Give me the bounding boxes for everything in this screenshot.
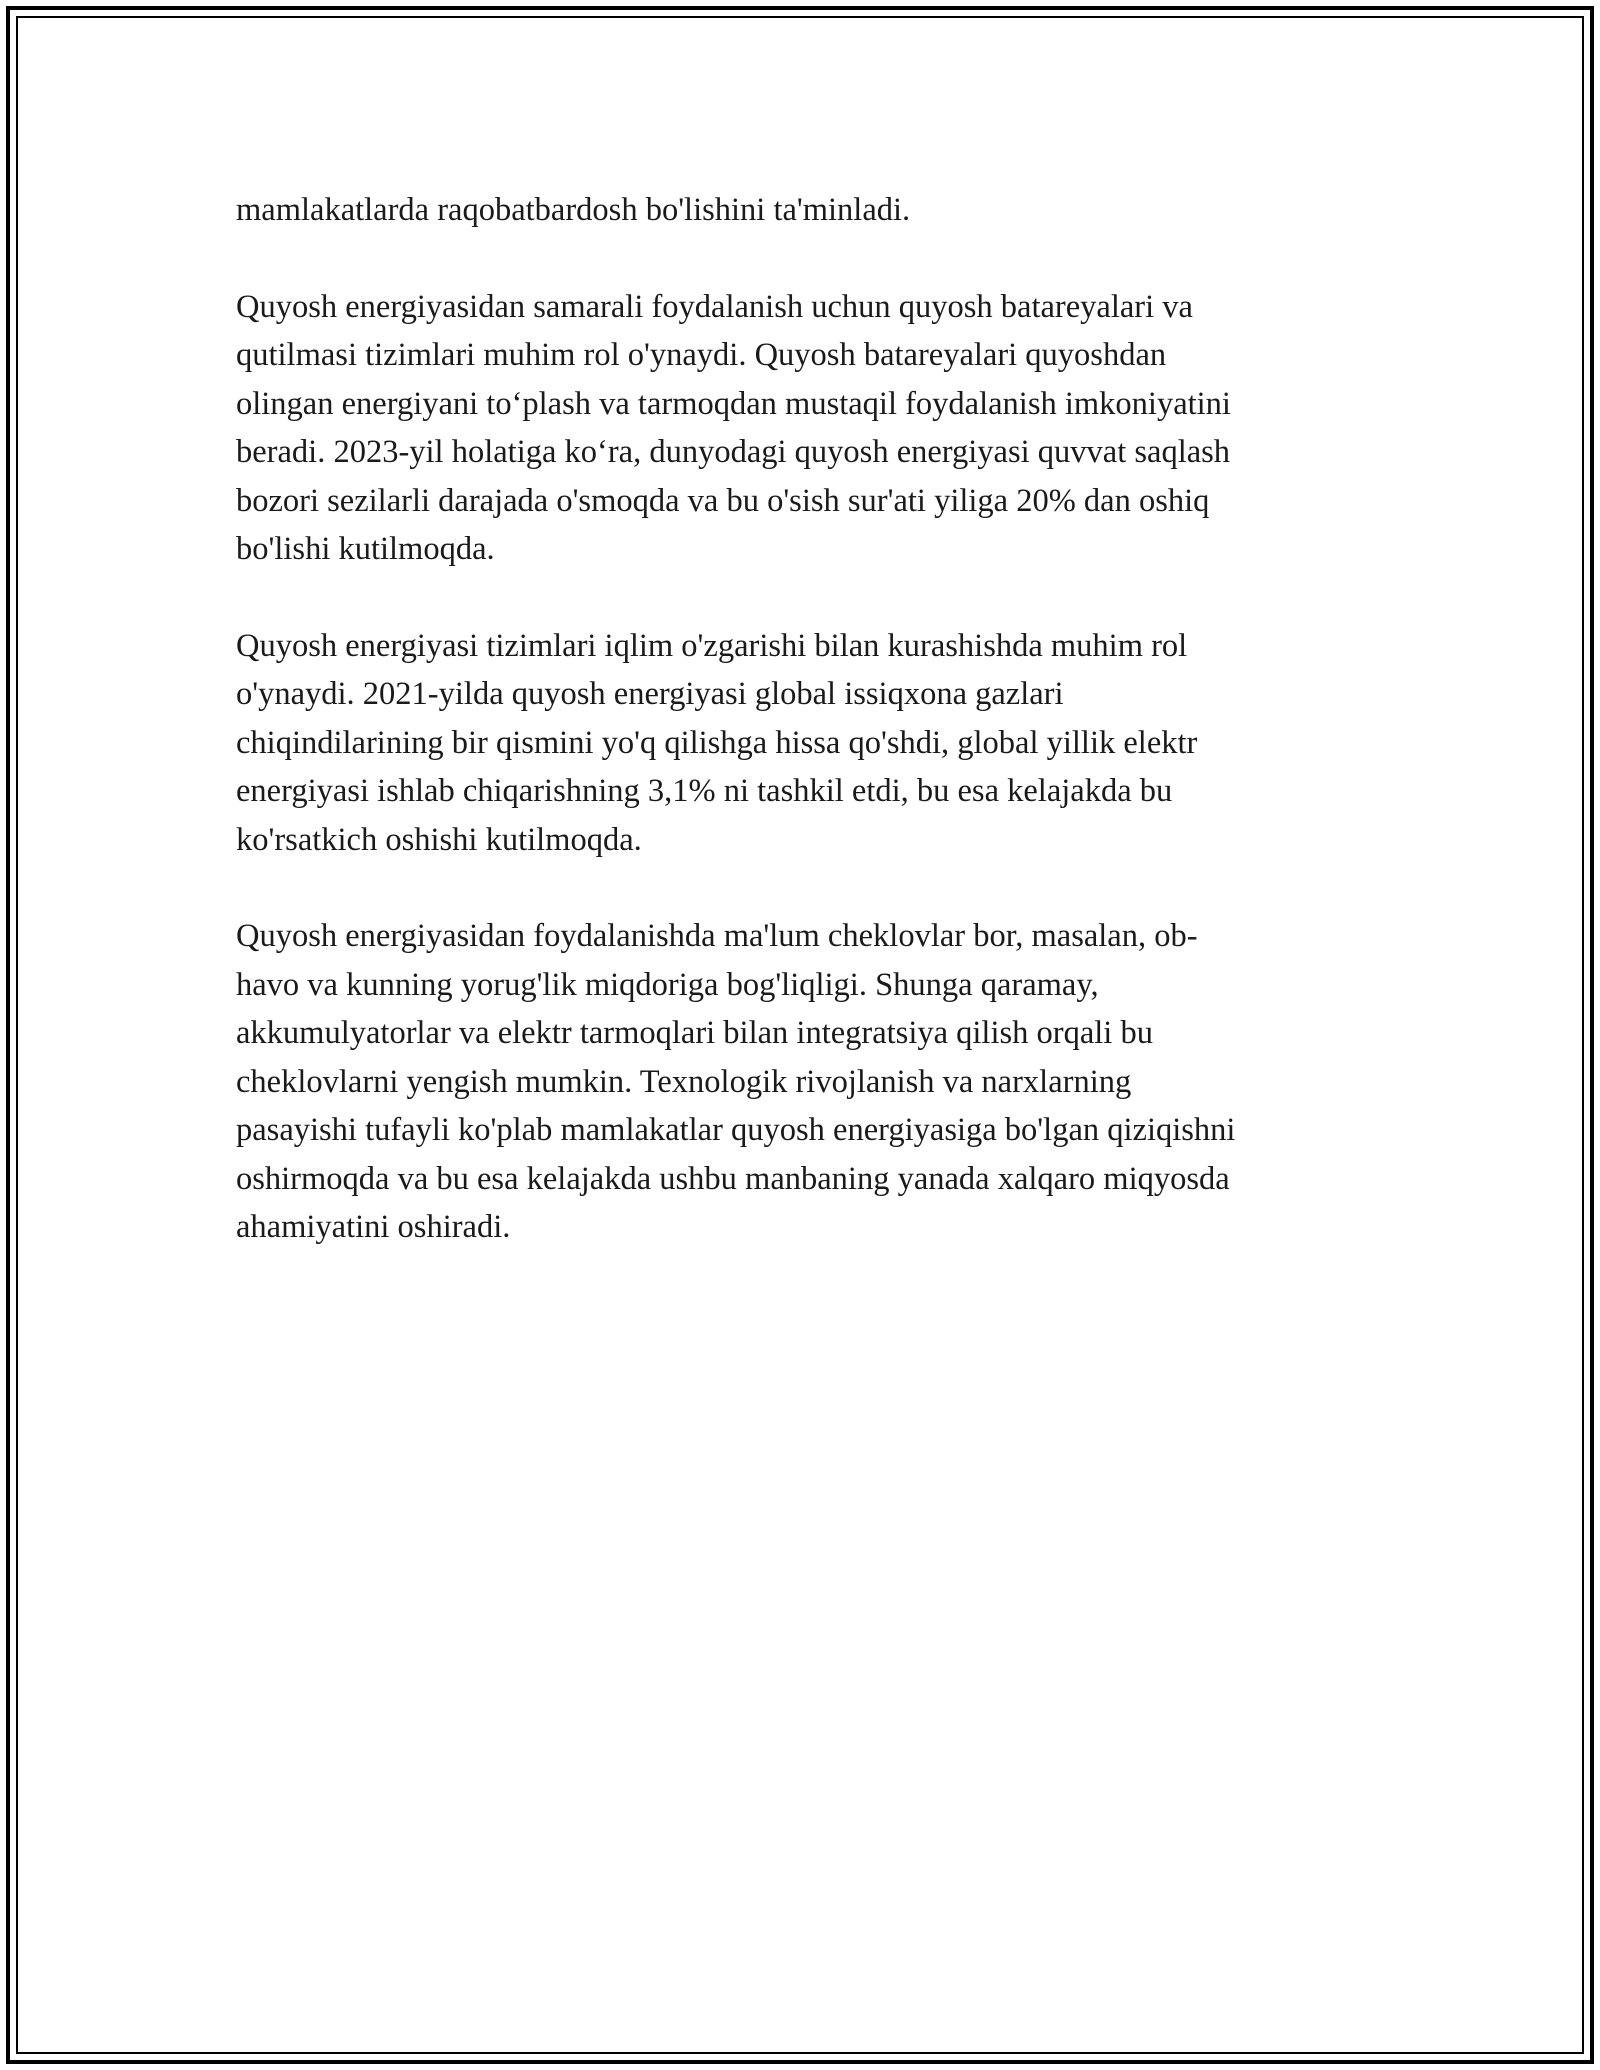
text-line: Quyosh energiyasidan samarali foydalanish uchun quyosh batareyalari va <box>236 288 1193 325</box>
text-line: Quyosh energiyasi tizimlari iqlim o'zgarishi bilan kurashishda muhim rol <box>236 627 1188 664</box>
text-line: havo va kunning yorug'lik miqdoriga bog'liqligi. Shunga qaramay, <box>236 966 1099 1003</box>
paragraph-continuation <box>236 186 1364 235</box>
text-line: ahamiyatini oshiradi. <box>236 1209 511 1245</box>
text-line: bo'lishi kutilmoqda. <box>236 531 495 567</box>
text-line: o'ynaydi. 2021-yilda quyosh energiyasi global issiqxona gazlari <box>236 676 1064 712</box>
paragraph-solar-batteries <box>236 283 1364 574</box>
text-line: mamlakatlarda raqobatbardosh bo'lishini ta'minladi. <box>236 192 911 228</box>
paragraph-climate-change <box>236 622 1364 865</box>
text-line: chiqindilarining bir qismini yo'q qilishga hissa qo'shdi, global yillik elektr <box>236 724 1198 761</box>
text-line: ko'rsatkich oshishi kutilmoqda. <box>236 821 642 858</box>
text-line: beradi. 2023-yil holatiga ko‘ra, dunyodagi quyosh energiyasi quvvat saqlash <box>236 434 1231 470</box>
text-line: pasayishi tufayli ko'plab mamlakatlar quyosh energiyasiga bo'lgan qiziqishni <box>236 1112 1236 1148</box>
text-line: bozori sezilarli darajada o'smoqda va bu o'sish sur'ati yiliga 20% dan oshiq <box>236 482 1210 519</box>
text-line: energiyasi ishlab chiqarishning 3,1% ni tashkil etdi, bu esa kelajakda bu <box>236 773 1173 809</box>
text-line: akkumulyatorlar va elektr tarmoqlari bilan integratsiya qilish orqali bu <box>236 1015 1153 1051</box>
text-line: olingan energiyani to‘plash va tarmoqdan mustaqil foydalanish imkoniyatini <box>236 385 1231 422</box>
text-line: Quyosh energiyasidan foydalanishda ma'lum cheklovlar bor, masalan, ob- <box>236 918 1198 954</box>
text-line: qutilmasi tizimlari muhim rol o'ynaydi. Quyosh batareyalari quyoshdan <box>236 337 1167 373</box>
paragraph-limitations <box>236 912 1364 1252</box>
text-line: cheklovlarni yengish mumkin. Texnologik rivojlanish va narxlarning <box>236 1063 1132 1100</box>
text-line: oshirmoqda va bu esa kelajakda ushbu manbaning yanada xalqaro miqyosda <box>236 1160 1230 1197</box>
document-body <box>236 186 1364 1300</box>
